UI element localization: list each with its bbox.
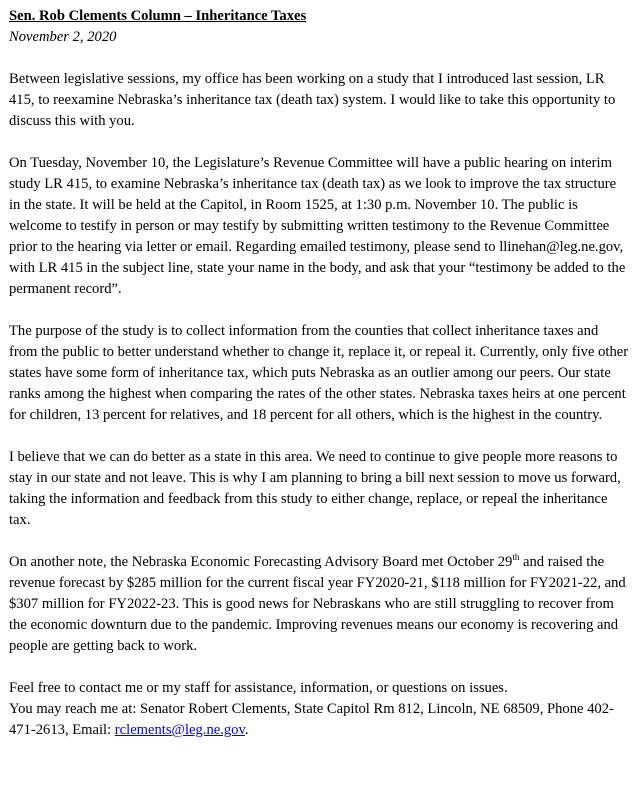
email-link[interactable]: rclements@leg.ne.gov [114,722,245,738]
column-title: Sen. Rob Clements Column – Inheritance Taxes [9,8,307,24]
paragraph-intro: Between legislative sessions, my office has been working on a study that I introduced last session, LR 415, to reexamine Nebraska’s inheritance tax (death tax) system. I would like to take this opportunity to discuss this with you. [9,71,616,129]
contact-address: You may reach me at: Senator Robert Clements, State Capitol Rm 812, Lincoln, NE 68509, Phone 402-471-2613, Email: [9,701,614,738]
contact-line-1: Feel free to contact me or my staff for assistance, information, or questions on issues. [9,680,508,696]
paragraph-revenue-forecast [9,552,630,657]
contact-end-punctuation: . [244,722,249,738]
forecast-text-end: and raised the revenue forecast by $285 million for the current fiscal year FY2020-21, $118 million for FY2021-22, and $307 million for FY2022-23. This is good news for Nebraskans who are still struggling to recover from the economic downturn due to the pandemic. Improving revenues means our economy is recovering and people are getting back to work. [9,554,626,654]
contact-line-2 [9,699,630,741]
paragraph-hearing: On Tuesday, November 10, the Legislature’s Revenue Committee will have a public hearing on interim study LR 415, to examine Nebraska’s inheritance tax (death tax) as we look to improve the tax structure in the state. It will be held at the Capitol, in Room 1525, at 1:30 p.m. November 10. The public is welcome to testify in person or may testify by submitting written testimony to the Revenue Committee prior to the hearing via letter or email. Regarding emailed testimony, please send to llinehan@leg.ne.gov, with LR 415 in the subject line, state your name in the body, and ask that your “testimony be added to the permanent record”. [9,155,626,297]
column-date: November 2, 2020 [9,29,117,45]
ordinal-suffix: th [512,552,520,563]
paragraph-bill-plan: I believe that we can do better as a state in this area. We need to continue to give people more reasons to stay in our state and not leave. This is why I am planning to bring a bill next session to move us forward, taking the information and feedback from this study to either change, replace, or repeal the inheritance tax. [9,449,621,528]
forecast-text-start: On another note, the Nebraska Economic Forecasting Advisory Board met October 29 [9,554,513,570]
paragraph-study-purpose: The purpose of the study is to collect information from the counties that collect inheritance taxes and from the public to better understand whether to change it, replace it, or repeal it. Currently, only five other states have some form of inheritance tax, which puts Nebraska as an outlier among our peers. Our state ranks among the highest when comparing the rates of the other states. Nebraska taxes heirs at one percent for children, 13 percent for relatives, and 18 percent for all others, which is the highest in the country. [9,323,629,423]
